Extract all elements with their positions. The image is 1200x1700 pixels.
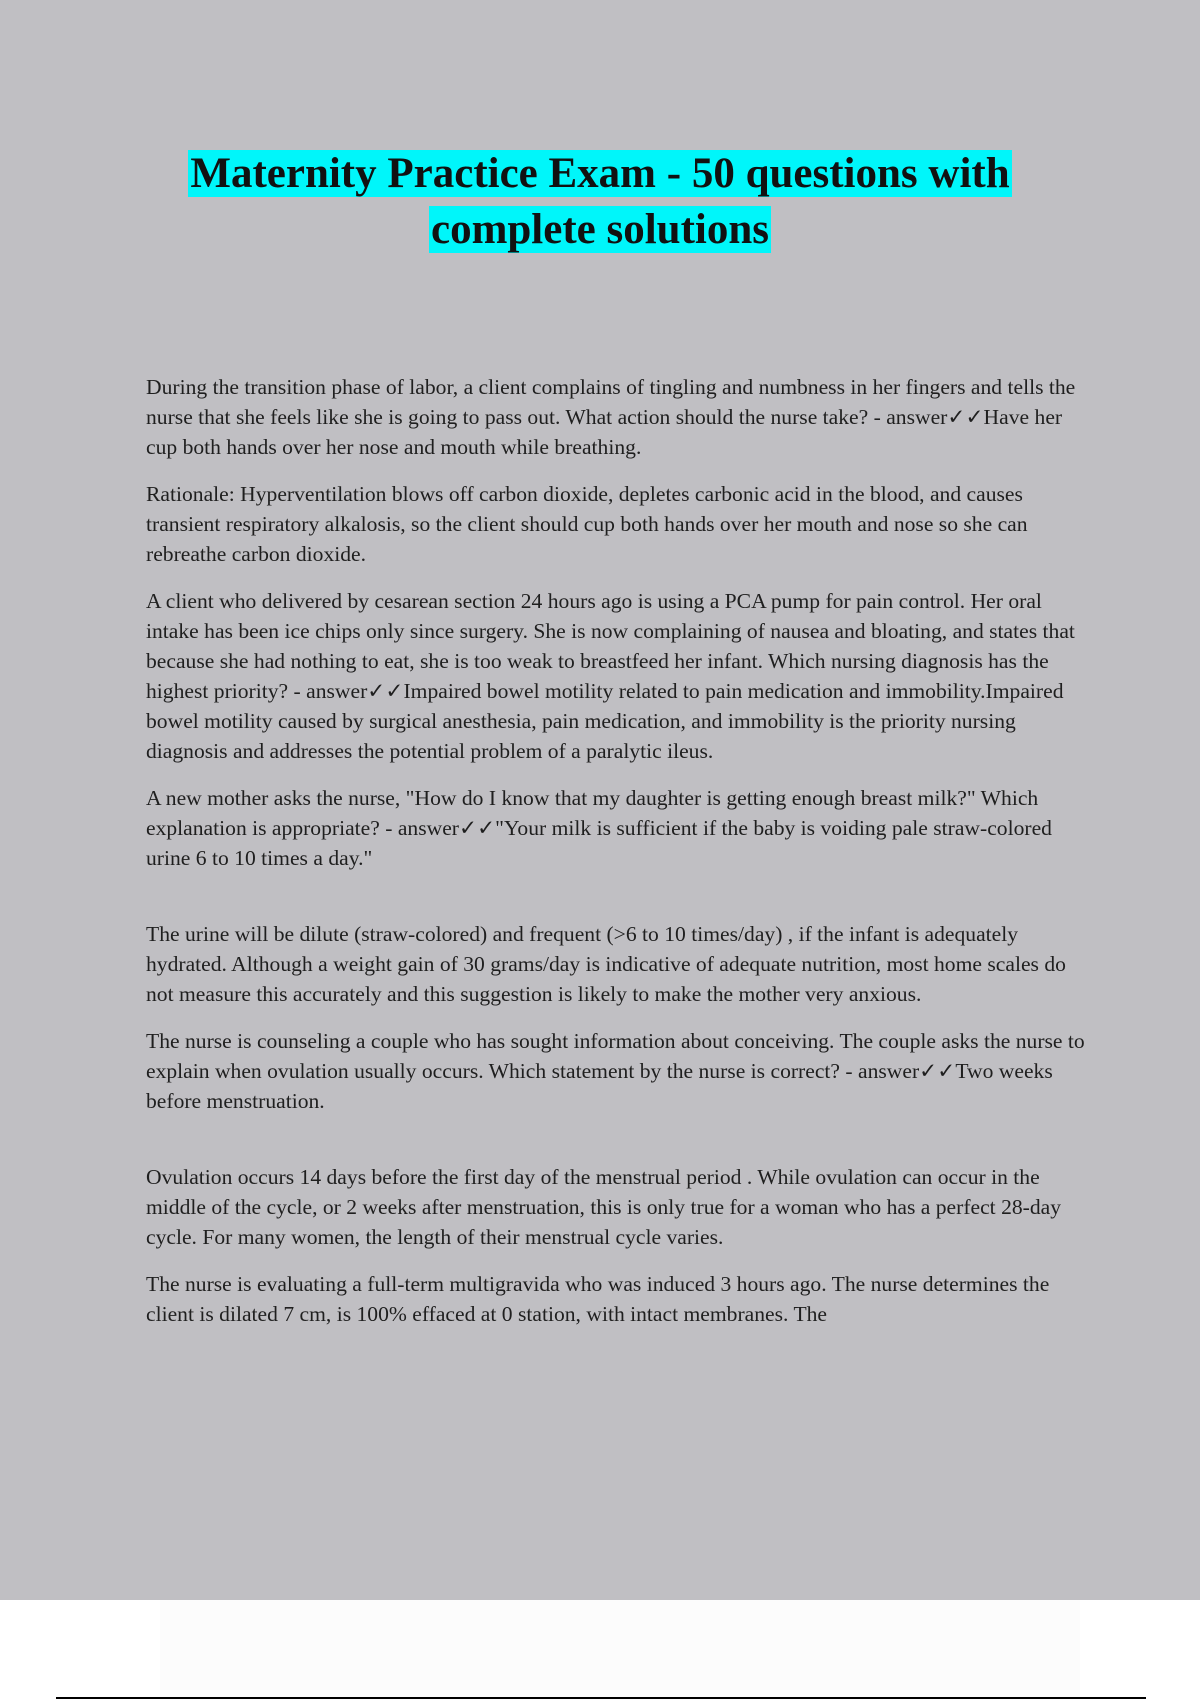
document-body [146,372,1092,1346]
footer-divider [56,1697,1146,1699]
title-line-2: complete solutions [430,206,770,253]
rationale-4: Ovulation occurs 14 days before the first day of the menstrual period . While ovulation can occur in the middle of the cycle, or 2 weeks after menstruation, this is only true for a woman who has a perfect 28-day cycle. For many women, the length of their menstrual cycle varies. [146,1165,1062,1249]
question-1: During the transition phase of labor, a client complains of tingling and numbness in her fingers and tells the nurse that she feels like she is going to pass out. What action should the nurse take? - answer✓✓Have her cup both hands over her nose and mouth while breathing. [146,375,1076,459]
title-line-1-row [0,146,1200,202]
rationale-3: The urine will be dilute (straw-colored) and frequent (>6 to 10 times/day) , if the infant is adequately hydrated. Although a weight gain of 30 grams/day is indicative of adequate nutrition, most home scales do not measure this accurately and this suggestion is likely to make the mother very anxious. [146,922,1066,1006]
rationale-1: Rationale: Hyperventilation blows off carbon dioxide, depletes carbonic acid in the blood, and causes transient respiratory alkalosis, so the client should cup both hands over her mouth and nose so she can rebreathe carbon dioxide. [146,482,1028,566]
question-4: The nurse is counseling a couple who has sought information about conceiving. The couple asks the nurse to explain when ovulation usually occurs. Which statement by the nurse is correct? - answer✓✓Two weeks before menstruation. [146,1029,1085,1113]
question-3: A new mother asks the nurse, "How do I know that my daughter is getting enough breast milk?" Which explanation is appropriate? - answer✓✓"Your milk is sufficient if the baby is voiding pale straw-colored urine 6 to 10 times a day." [146,786,1052,870]
page-footer-area [0,1600,1200,1700]
title-line-1: Maternity Practice Exam - 50 questions with [190,150,1010,197]
next-page-preview [160,1600,1080,1700]
question-5: The nurse is evaluating a full-term multigravida who was induced 3 hours ago. The nurse determines the client is dilated 7 cm, is 100% effaced at 0 station, with intact membranes. The [146,1272,1050,1326]
title-line-2-row [0,202,1200,258]
question-2: A client who delivered by cesarean section 24 hours ago is using a PCA pump for pain control. Her oral intake has been ice chips only since surgery. She is now complaining of nausea and bloating, and states that because she had nothing to eat, she is too weak to breastfeed her infant. Which nursing diagnosis has the highest priority? - answer✓✓Impaired bowel motility related to pain medication and immobility.Impaired bowel motility caused by surgical anesthesia, pain medication, and immobility is the priority nursing diagnosis and addresses the potential problem of a paralytic ileus. [146,589,1075,763]
page-title [0,146,1200,258]
